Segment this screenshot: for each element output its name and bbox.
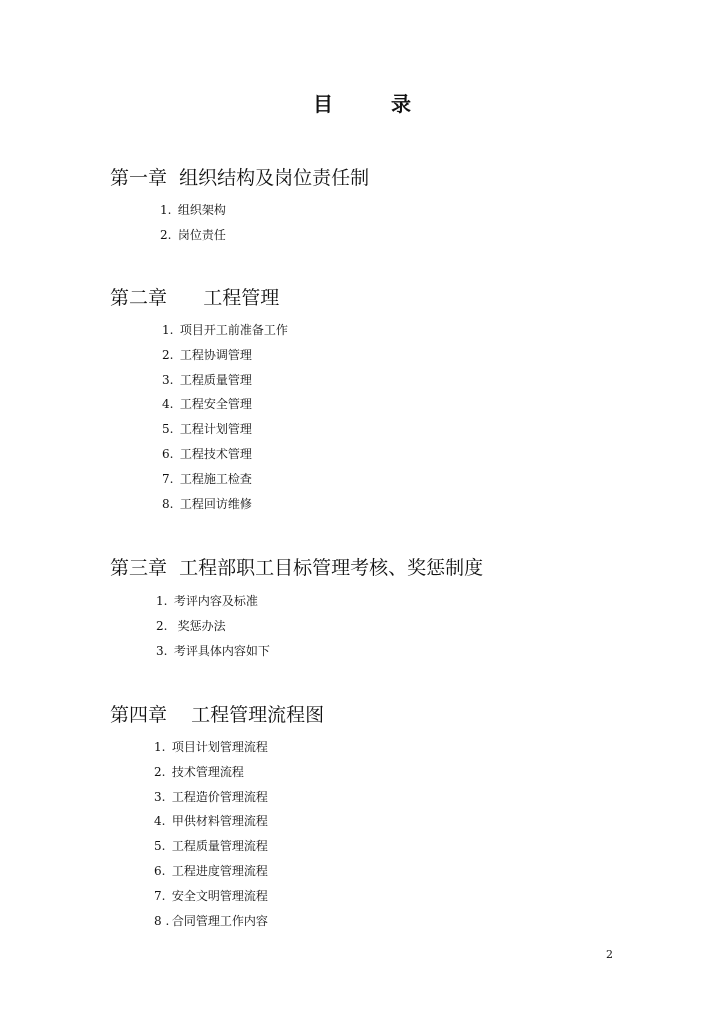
- item-number: 2.: [156, 618, 168, 633]
- item-text: 项目计划管理流程: [171, 740, 268, 754]
- toc-title: [0, 88, 724, 117]
- toc-item: [154, 859, 268, 884]
- chapter-4-items: [154, 735, 268, 933]
- item-number: 5.: [162, 422, 174, 437]
- chapter-4-heading: 第四章 工程管理流程图: [110, 704, 325, 726]
- toc-item: [154, 884, 268, 909]
- item-number: 2.: [160, 227, 172, 242]
- toc-title-char-2: 录: [391, 92, 411, 116]
- item-text: 项目开工前准备工作: [179, 323, 288, 337]
- item-text: 技术管理流程: [171, 764, 244, 779]
- item-text: 工程造价管理流程: [171, 789, 268, 804]
- item-text: 考评内容及标准: [173, 594, 258, 608]
- item-number: 7.: [154, 888, 166, 903]
- item-number: 7.: [162, 471, 174, 486]
- page-number: 2: [606, 948, 613, 961]
- toc-item: [156, 589, 270, 614]
- item-number: 1.: [162, 323, 174, 337]
- toc-item: [154, 760, 268, 785]
- item-number: 3.: [162, 372, 174, 387]
- item-number: 1.: [154, 740, 166, 754]
- item-text: 考评具体内容如下: [173, 643, 270, 658]
- toc-item: [160, 223, 226, 248]
- item-number: 6.: [154, 863, 166, 878]
- item-number: 2.: [154, 764, 166, 779]
- item-number: 2.: [162, 347, 174, 362]
- item-text: 工程质量管理: [179, 372, 252, 387]
- item-number: 4.: [154, 814, 166, 829]
- item-text: 合同管理工作内容: [171, 913, 268, 928]
- item-text: 甲供材料管理流程: [171, 814, 268, 829]
- item-text: 工程计划管理: [179, 422, 252, 437]
- item-text: 组织架构: [177, 203, 226, 217]
- chapter-2-heading: 第二章 工程管理: [110, 287, 280, 309]
- toc-item: [162, 392, 288, 417]
- item-text: 岗位责任: [177, 227, 226, 242]
- item-text: 工程施工检查: [179, 471, 252, 486]
- item-number: 5.: [154, 839, 166, 854]
- toc-item: [156, 639, 270, 664]
- item-text: 工程技术管理: [179, 446, 252, 461]
- toc-item: [160, 198, 226, 223]
- toc-item: [154, 785, 268, 810]
- item-number: 6.: [162, 446, 174, 461]
- item-text: 工程回访维修: [179, 496, 252, 511]
- item-number: 3.: [156, 643, 168, 658]
- item-number: 1.: [156, 594, 168, 608]
- item-text: 工程质量管理流程: [171, 839, 268, 854]
- chapter-1-items: [160, 198, 226, 248]
- chapter-3-items: [156, 589, 270, 663]
- item-number: 1.: [160, 203, 172, 217]
- toc-item: [154, 735, 268, 760]
- toc-item: [162, 492, 288, 517]
- toc-item: [162, 343, 288, 368]
- toc-item: [162, 417, 288, 442]
- chapter-3-heading: 第三章 工程部职工目标管理考核、奖惩制度: [110, 557, 484, 579]
- item-text: 工程协调管理: [179, 347, 252, 362]
- item-text: 安全文明管理流程: [171, 888, 268, 903]
- toc-item: [156, 614, 270, 639]
- item-number: 4.: [162, 397, 174, 412]
- item-number: 3.: [154, 789, 166, 804]
- item-text: 工程安全管理: [179, 397, 252, 412]
- toc-item: [154, 909, 268, 934]
- toc-item: [162, 442, 288, 467]
- toc-item: [162, 368, 288, 393]
- item-number: 8 .: [154, 913, 170, 928]
- toc-title-char-1: 目: [313, 92, 333, 116]
- chapter-1-heading: 第一章 组织结构及岗位责任制: [110, 167, 370, 189]
- chapter-2-items: [162, 318, 288, 516]
- item-text: 工程进度管理流程: [171, 863, 268, 878]
- toc-item: [162, 318, 288, 343]
- toc-item: [154, 809, 268, 834]
- toc-item: [162, 467, 288, 492]
- item-number: 8.: [162, 496, 174, 511]
- item-text: 奖惩办法: [173, 618, 226, 633]
- toc-item: [154, 834, 268, 859]
